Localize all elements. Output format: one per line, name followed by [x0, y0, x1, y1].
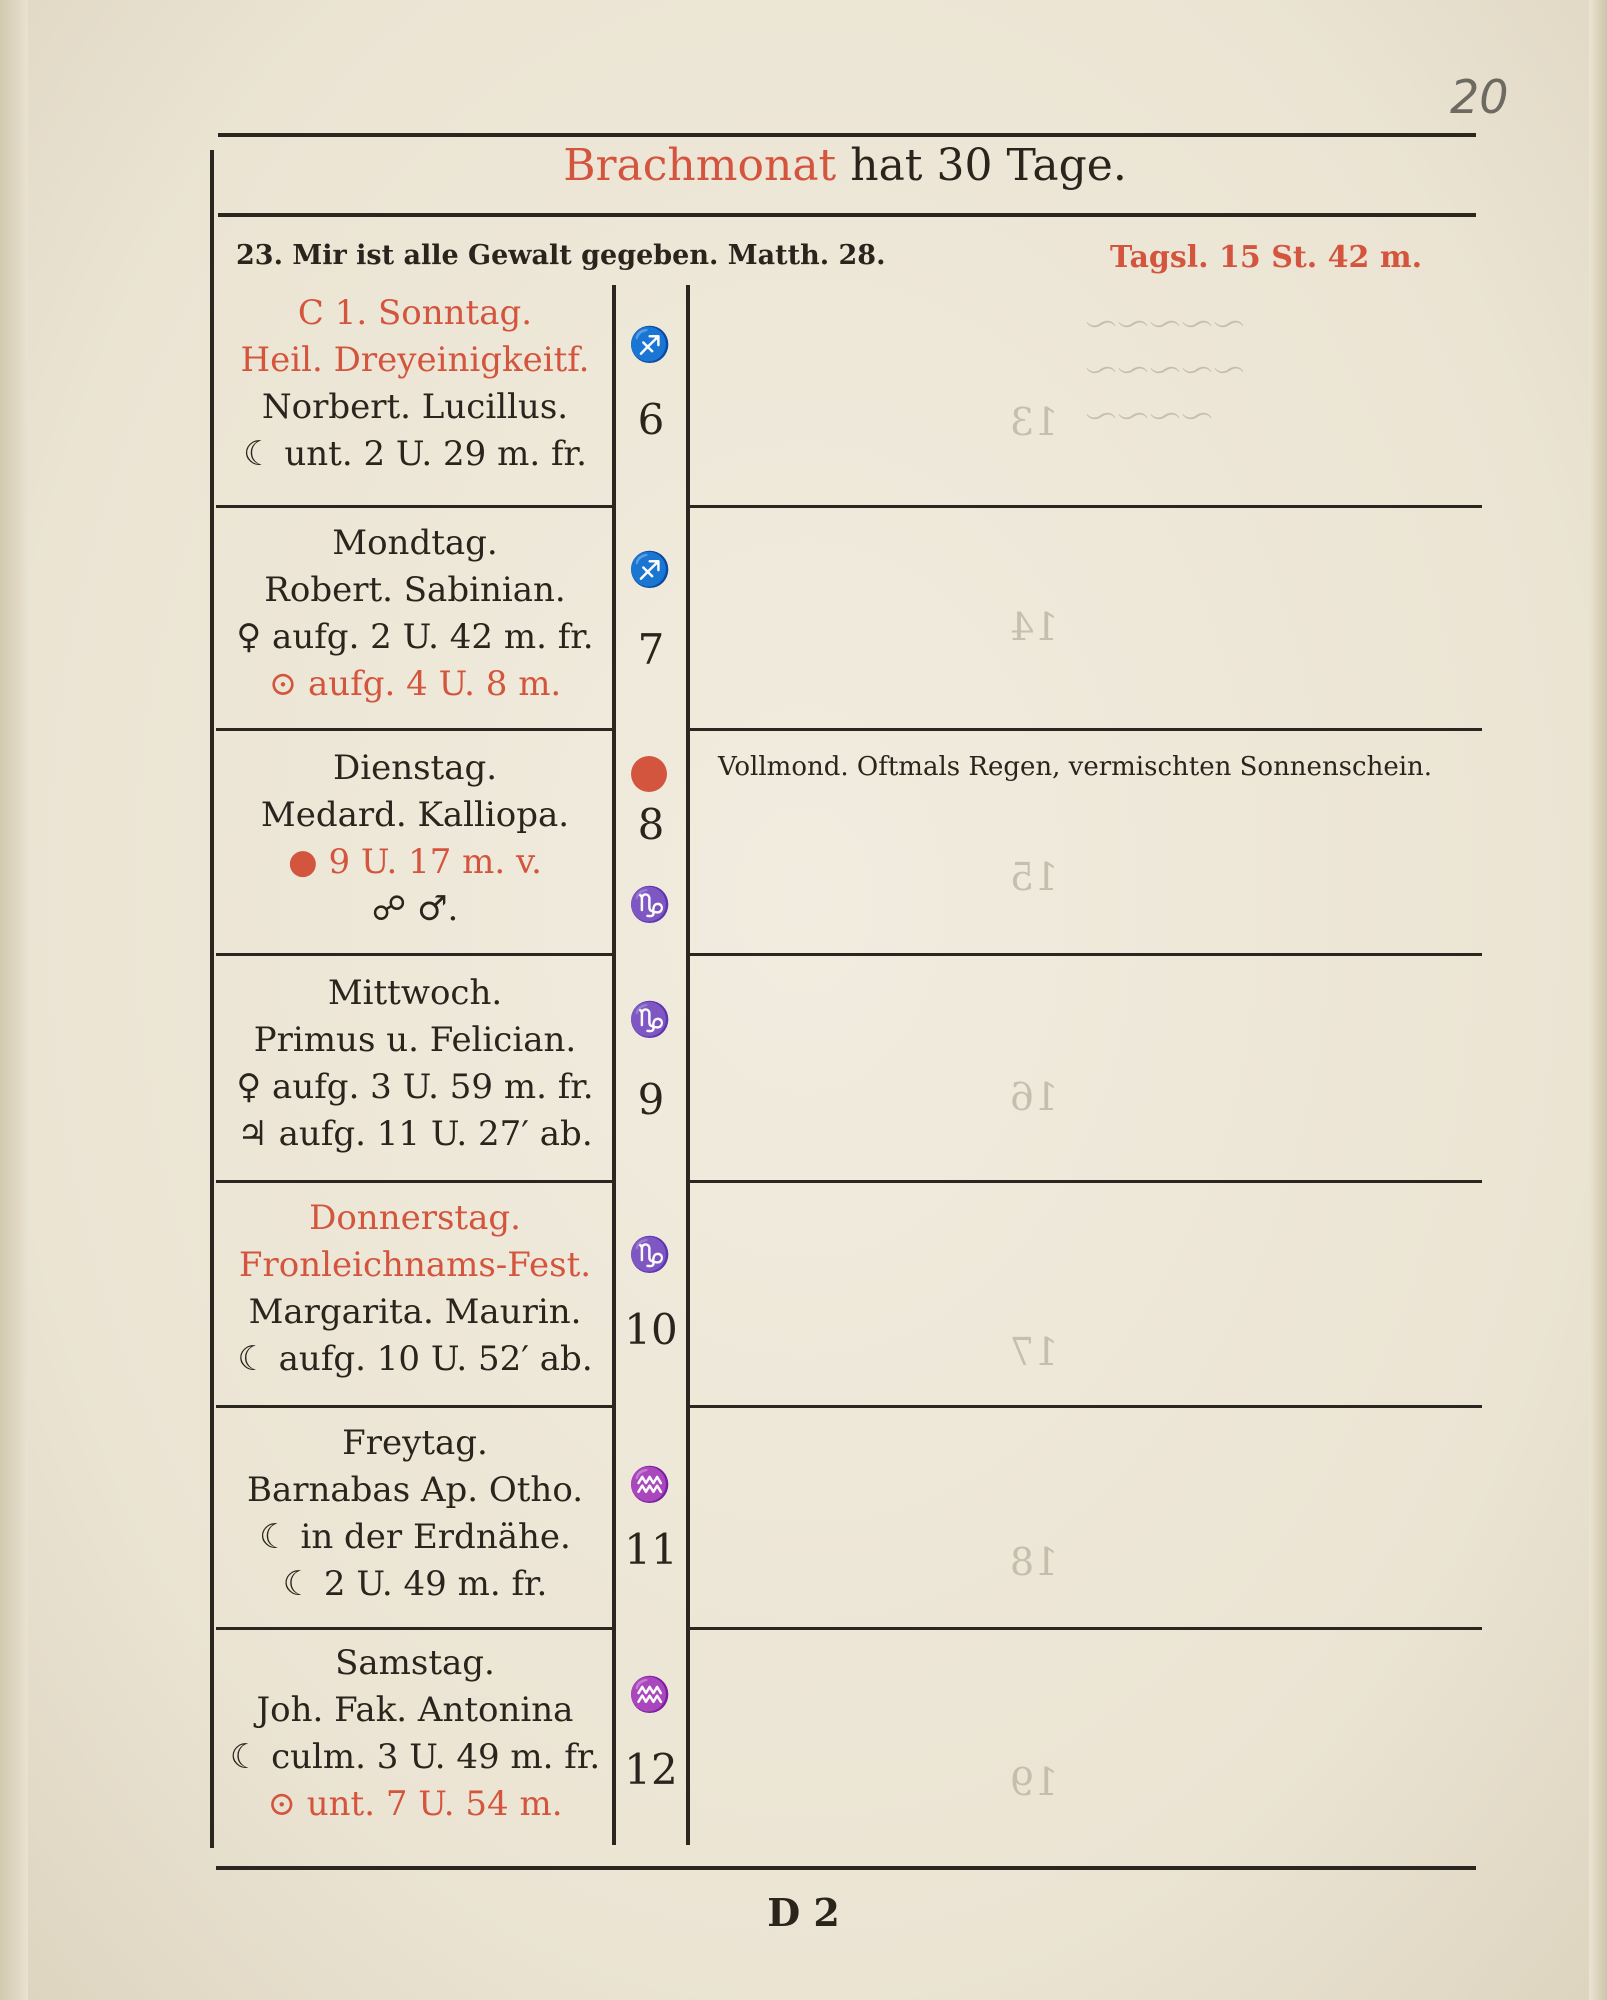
row-rule: [216, 505, 614, 508]
row-rule: [216, 953, 614, 956]
date-number: 7: [637, 625, 665, 674]
rule-bottom: [216, 1866, 1476, 1870]
full-moon-icon: [631, 756, 667, 792]
month-days: hat 30 Tage.: [850, 140, 1127, 191]
day-entry-line: ☾ unt. 2 U. 29 m. fr.: [243, 434, 587, 474]
day-entry-line: ● 9 U. 17 m. v.: [288, 842, 542, 882]
rule-col-date-right: [686, 285, 690, 1845]
rule-top: [218, 133, 1476, 137]
day-entry: [216, 1640, 614, 1828]
zodiac-sign-icon: ♑: [628, 885, 672, 925]
folio-number: 20: [1450, 70, 1509, 124]
day-entry-line: ⊙ unt. 7 U. 54 m.: [267, 1784, 563, 1824]
bleed-through-number: 19: [1010, 1760, 1059, 1804]
day-entry: [216, 1195, 614, 1383]
day-entry-line: Heil. Dreyeinigkeitf.: [240, 340, 590, 380]
bleed-through-text: 〜〜〜〜〜 〜〜〜〜〜 〜〜〜〜: [1085, 306, 1246, 436]
day-entry-line: Joh. Fak. Antonina: [256, 1690, 574, 1730]
day-entry-line: Mondtag.: [332, 523, 498, 563]
day-entry: [216, 745, 614, 933]
row-rule: [216, 1627, 614, 1630]
row-rule: [690, 728, 1482, 731]
page-title: [215, 140, 1475, 191]
day-length: Tagsl. 15 St. 42 m.: [1110, 240, 1423, 275]
bleed-through-number: 13: [1010, 400, 1059, 444]
day-entry-line: ☾ in der Erdnähe.: [259, 1517, 571, 1557]
bleed-through-number: 14: [1010, 605, 1059, 649]
date-number: 9: [637, 1075, 665, 1124]
day-entry-line: Freytag.: [342, 1423, 488, 1463]
row-rule: [690, 1180, 1482, 1183]
day-entry-line: ♃ aufg. 11 U. 27′ ab.: [237, 1114, 593, 1154]
zodiac-sign-icon: ♑: [628, 1235, 672, 1275]
day-entry-line: ♀ aufg. 3 U. 59 m. fr.: [236, 1067, 594, 1107]
row-rule: [690, 1405, 1482, 1408]
date-number: 10: [624, 1305, 678, 1354]
day-entry-line: ☾ aufg. 10 U. 52′ ab.: [237, 1339, 593, 1379]
date-number: 11: [624, 1525, 678, 1574]
day-entry-line: Robert. Sabinian.: [264, 570, 566, 610]
page-edge-right: [1589, 0, 1607, 2000]
zodiac-sign-icon: ♒: [628, 1675, 672, 1715]
day-entry-line: Donnerstag.: [309, 1198, 521, 1238]
rule-below-title: [218, 213, 1476, 217]
day-entry-line: C 1. Sonntag.: [297, 293, 533, 333]
date-number: 12: [624, 1745, 678, 1794]
page-edge-left: [0, 0, 28, 2000]
day-entry-line: Samstag.: [335, 1643, 495, 1683]
row-rule: [690, 953, 1482, 956]
bleed-through-number: 18: [1010, 1540, 1059, 1584]
bleed-through-number: 17: [1010, 1330, 1059, 1374]
day-entry-line: Norbert. Lucillus.: [261, 387, 569, 427]
row-rule: [690, 505, 1482, 508]
weather-note: Vollmond. Oftmals Regen, vermischten Sonnenschein.: [718, 752, 1433, 782]
day-entry-line: ☾ 2 U. 49 m. fr.: [282, 1564, 548, 1604]
signature-mark: D 2: [767, 1890, 840, 1935]
day-entry-line: Mittwoch.: [327, 973, 503, 1013]
day-entry-line: Margarita. Maurin.: [248, 1292, 582, 1332]
day-entry-line: Dienstag.: [332, 748, 498, 788]
day-entry: [216, 1420, 614, 1608]
month-name: Brachmonat: [563, 140, 837, 191]
row-rule: [216, 1180, 614, 1183]
day-entry-line: ♀ aufg. 2 U. 42 m. fr.: [236, 617, 594, 657]
zodiac-sign-icon: ♐: [628, 550, 672, 590]
zodiac-sign-icon: ♑: [628, 1000, 672, 1040]
day-entry-line: Fronleichnams-Fest.: [238, 1245, 592, 1285]
date-number: 8: [637, 800, 665, 849]
day-entry-line: Medard. Kalliopa.: [260, 795, 570, 835]
rule-left: [210, 150, 214, 1848]
row-rule: [216, 728, 614, 731]
bleed-through-number: 15: [1010, 855, 1059, 899]
bleed-through-number: 16: [1010, 1075, 1059, 1119]
day-entry: [216, 290, 614, 478]
zodiac-sign-icon: ♒: [628, 1465, 672, 1505]
day-entry-line: Primus u. Felician.: [253, 1020, 577, 1060]
day-entry-line: ☾ culm. 3 U. 49 m. fr.: [229, 1737, 601, 1777]
day-entry: [216, 970, 614, 1158]
day-entry-line: ☍ ♂.: [371, 889, 459, 929]
day-entry-line: ⊙ aufg. 4 U. 8 m.: [268, 664, 562, 704]
date-number: 6: [637, 395, 665, 444]
day-entry-line: Barnabas Ap. Otho.: [246, 1470, 583, 1510]
row-rule: [690, 1627, 1482, 1630]
row-rule: [216, 1405, 614, 1408]
zodiac-sign-icon: ♐: [628, 325, 672, 365]
week-motto: 23. Mir ist alle Gewalt gegeben. Matth. 28.: [236, 240, 886, 271]
day-entry: [216, 520, 614, 708]
